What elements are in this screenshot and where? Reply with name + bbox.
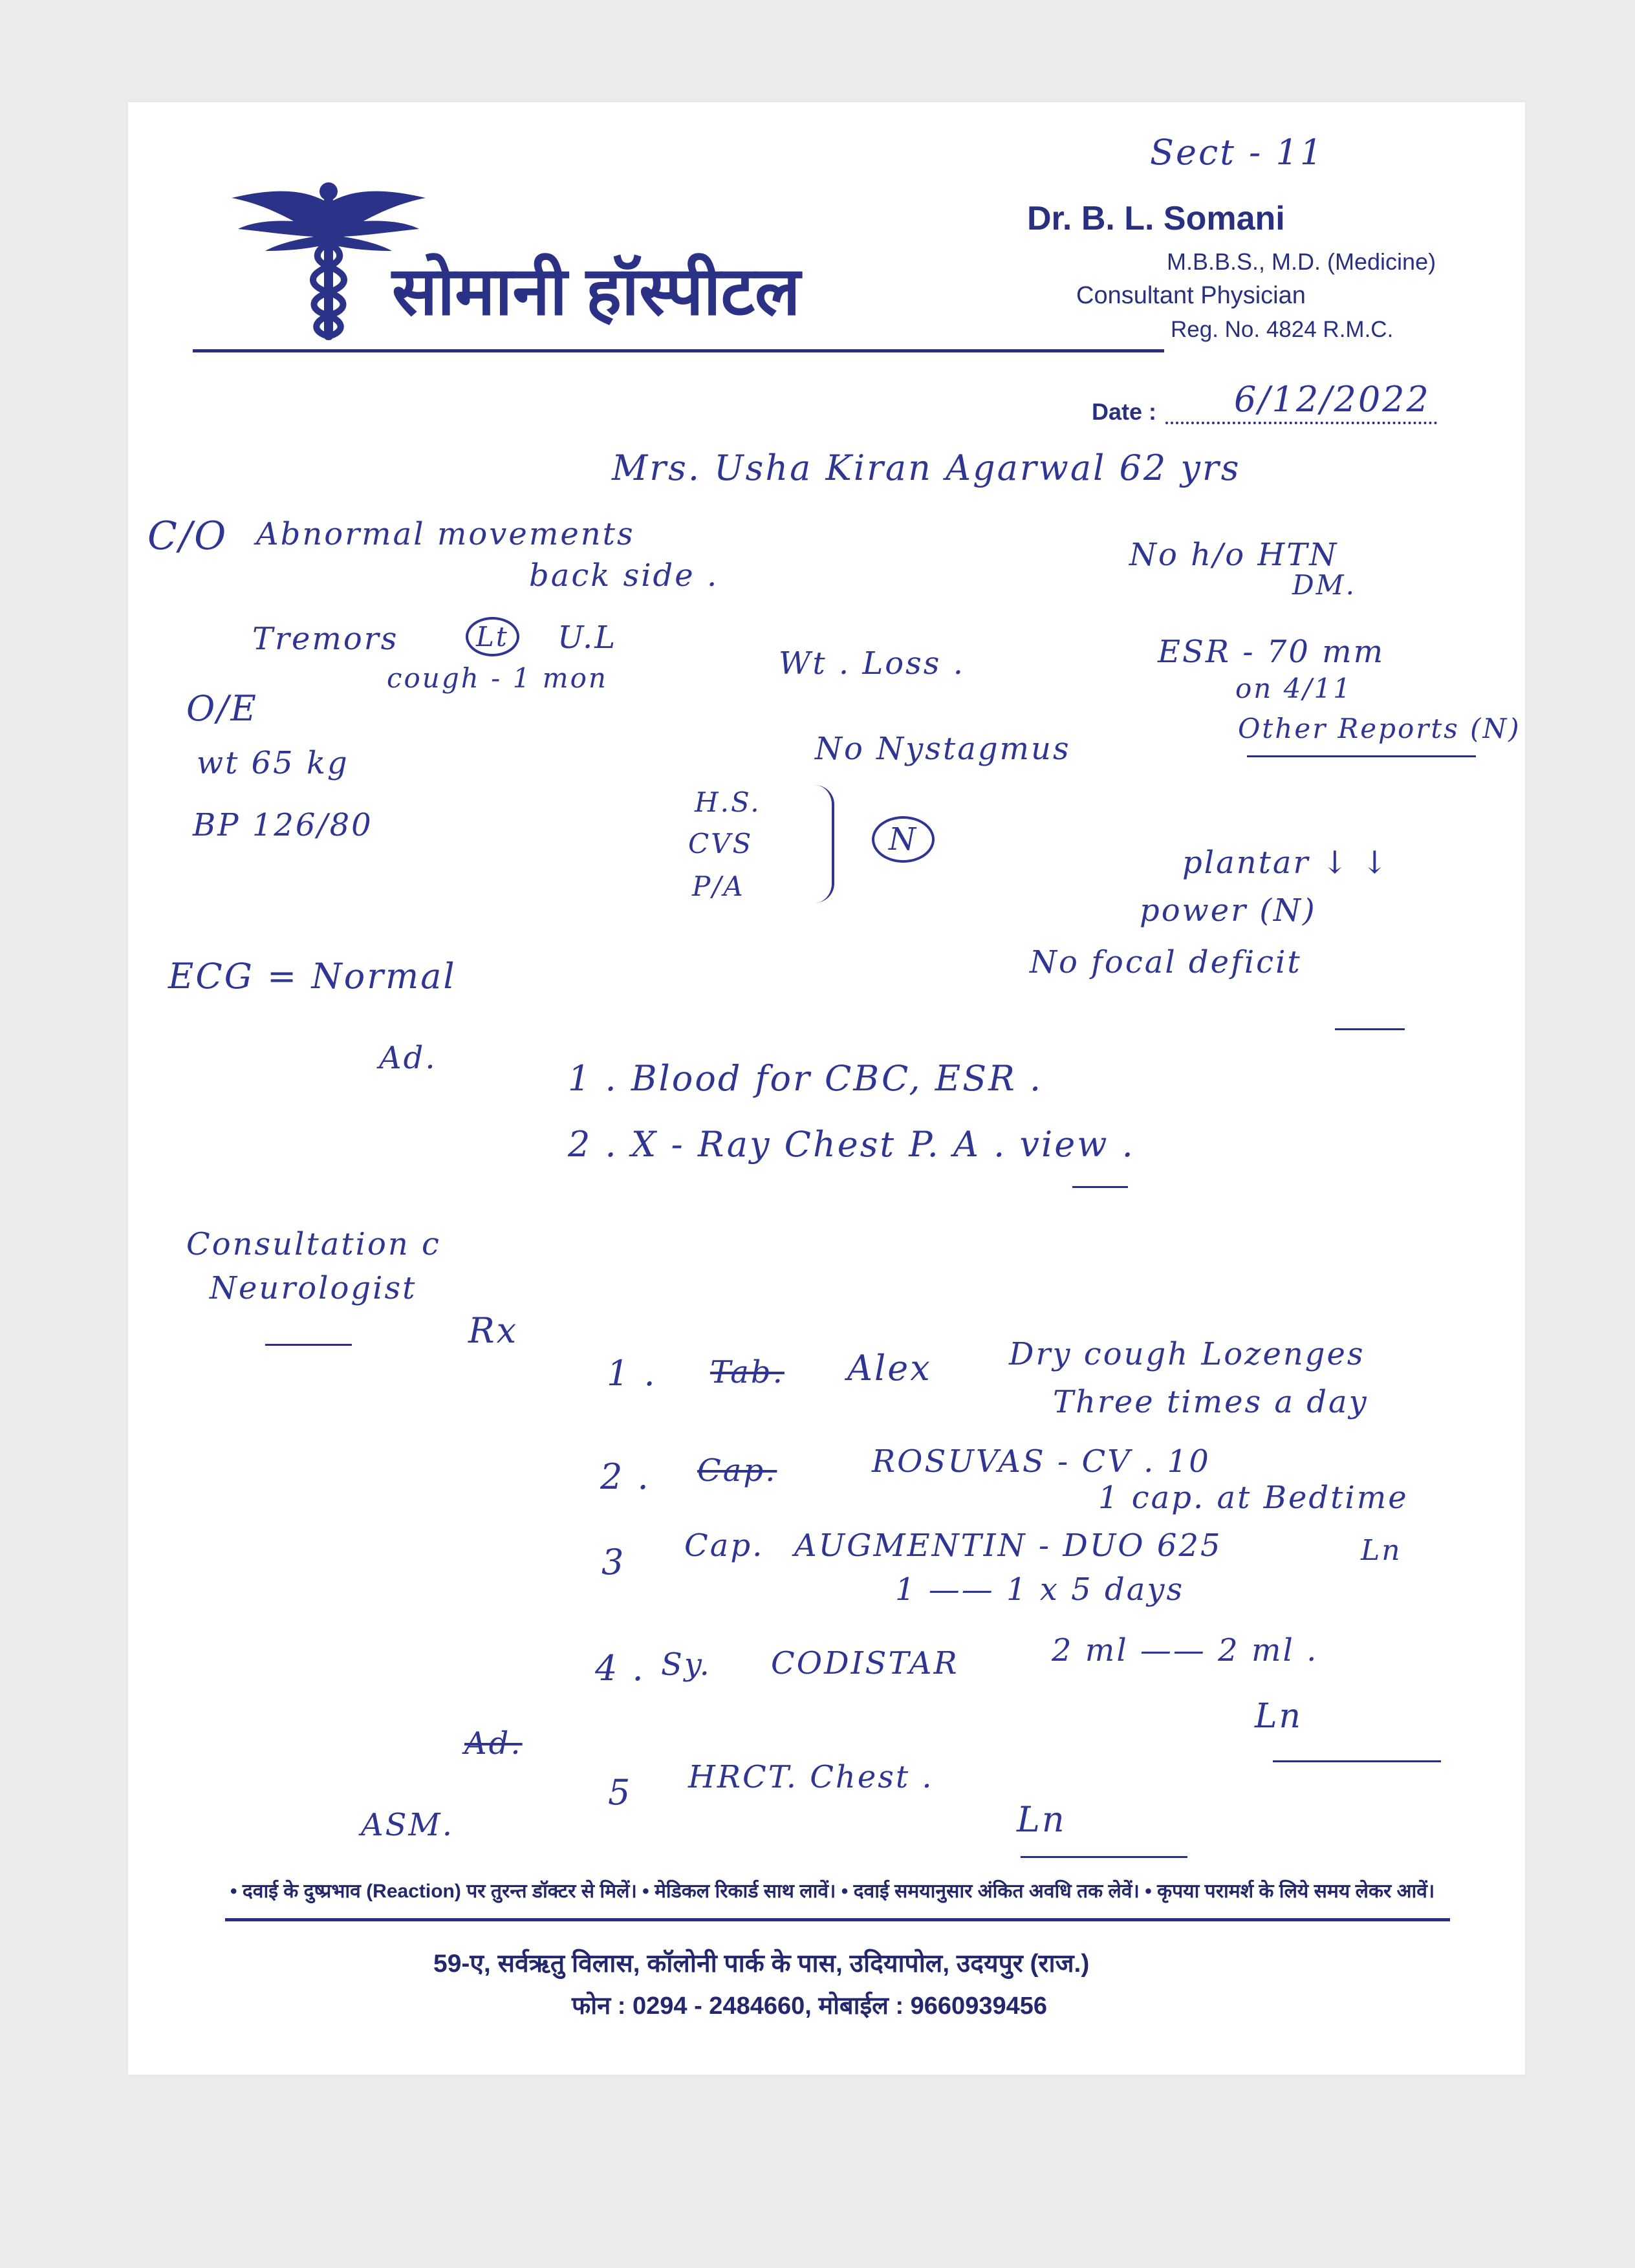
history-dm: DM. — [1292, 569, 1357, 601]
med-2-dosage: 1 cap. at Bedtime — [1098, 1480, 1409, 1516]
exam-brace — [815, 785, 834, 903]
esr-value: ESR - 70 mm — [1158, 634, 1385, 670]
advice-item-1: 1 . Blood for CBC, ESR . — [568, 1058, 1043, 1099]
consultation-line-1: Consultation c — [186, 1226, 441, 1262]
complaints-prefix: C/O — [147, 513, 228, 559]
exam-hs: H.S. — [695, 786, 761, 818]
med-4-underline — [1273, 1760, 1441, 1762]
med-2-number: 2 . — [600, 1456, 651, 1497]
ecg-result: ECG = Normal — [168, 956, 457, 997]
date-value: 6/12/2022 — [1234, 379, 1431, 420]
advice-item-2: 2 . X - Ray Chest P. A . view . — [568, 1124, 1135, 1165]
med-4-form: Sy. — [661, 1647, 711, 1683]
history-htn: No h/o HTN — [1129, 537, 1339, 573]
exam-normal-circled: N — [872, 816, 935, 863]
signature-underline — [1021, 1856, 1187, 1858]
power-normal: power (N) — [1140, 892, 1317, 929]
footer-phone: फोन : 0294 - 2484660, मोबाईल : 9660939456 — [572, 1993, 1047, 2020]
med-4-name: CODISTAR — [771, 1645, 959, 1681]
cough-duration: cough - 1 mon — [387, 662, 608, 694]
complaint-line-1: Abnormal movements — [256, 516, 635, 552]
no-nystagmus: No Nystagmus — [815, 731, 1071, 767]
footer-address: 59-ए, सर्वऋतु विलास, कॉलोनी पार्क के पास, उदियापोल, उदयपुर (राज.) — [433, 1950, 1090, 1978]
exam-underline — [1335, 1028, 1405, 1030]
med-1-name: Alex — [847, 1348, 932, 1388]
initials: ASM. — [361, 1807, 454, 1843]
signature-note: Ad. — [464, 1725, 523, 1762]
doctor-designation: Consultant Physician — [1076, 282, 1306, 309]
patient-name: Mrs. Usha Kiran Agarwal 62 yrs — [612, 448, 1241, 488]
doctor-signature: Ln — [1017, 1799, 1067, 1840]
med-1-dosage: Three times a day — [1053, 1384, 1369, 1420]
no-focal-deficit: No focal deficit — [1030, 944, 1302, 980]
med-3-form: Cap. — [684, 1528, 764, 1564]
registration-number: Reg. No. 4824 R.M.C. — [1171, 317, 1394, 342]
tremors-label: Tremors — [252, 621, 399, 657]
med-3-name: AUGMENTIN - DUO 625 — [794, 1528, 1222, 1564]
date-dotted-line — [1165, 422, 1437, 424]
rx-symbol: Rx — [468, 1310, 519, 1351]
exam-bp: BP 126/80 — [193, 807, 373, 843]
plantar-reflex: plantar ↓ ↓ — [1182, 845, 1390, 881]
advice-underline — [1072, 1186, 1128, 1188]
doctor-name: Dr. B. L. Somani — [1027, 200, 1285, 237]
med-3-initials: Ln — [1361, 1534, 1402, 1567]
header-divider — [193, 349, 1164, 352]
exam-prefix: O/E — [186, 688, 258, 729]
med-4-initials: Ln — [1255, 1697, 1303, 1736]
med-2-name: ROSUVAS - CV . 10 — [872, 1443, 1211, 1480]
prescription-sheet — [128, 102, 1525, 2075]
med-4-dosage: 2 ml —— 2 ml . — [1052, 1632, 1319, 1669]
complaint-line-2: back side . — [529, 557, 719, 594]
med-1-detail: Dry cough Lozenges — [1009, 1336, 1365, 1372]
exam-cvs: CVS — [688, 828, 753, 859]
med-1-form: Tab. — [710, 1354, 785, 1390]
weight-loss: Wt . Loss . — [779, 645, 965, 682]
footer-instructions: • दवाई के दुष्प्रभाव (Reaction) पर तुरन्त डॉक्टर से मिलें। • मेडिकल रिकार्ड साथ लावें। • दवाई समयानुसार अंकित अवधि तक लेवें। • कृपया परामर्श के लिये समय लेकर आवें। — [230, 1881, 1435, 1902]
reports-underline — [1247, 755, 1476, 757]
other-reports: Other Reports (N) — [1238, 713, 1521, 744]
doctor-qualification: M.B.B.S., M.D. (Medicine) — [1167, 248, 1436, 275]
tremor-side-circled: Lt — [466, 617, 519, 656]
advice-label: Ad. — [379, 1040, 437, 1076]
med-5-name: HRCT. Chest . — [688, 1759, 934, 1795]
footer-divider — [225, 1918, 1450, 1921]
sector-note: Sect - 11 — [1150, 132, 1325, 173]
consultation-line-2: Neurologist — [210, 1270, 417, 1306]
date-label: Date : — [1092, 398, 1157, 425]
med-5-number: 5 — [608, 1772, 633, 1813]
med-4-number: 4 . — [595, 1648, 645, 1689]
consultation-underline — [265, 1344, 352, 1346]
esr-date: on 4/11 — [1235, 673, 1353, 704]
med-3-dosage: 1 —— 1 x 5 days — [895, 1571, 1185, 1608]
med-3-number: 3 — [601, 1542, 626, 1582]
exam-weight: wt 65 kg — [197, 745, 349, 781]
exam-pa: P/A — [692, 870, 745, 902]
hospital-name: सोमानी हॉस्पीटल — [392, 254, 801, 329]
tremor-limb: U.L — [558, 620, 618, 656]
med-2-form: Cap. — [697, 1453, 777, 1489]
med-1-number: 1 . — [607, 1353, 657, 1394]
